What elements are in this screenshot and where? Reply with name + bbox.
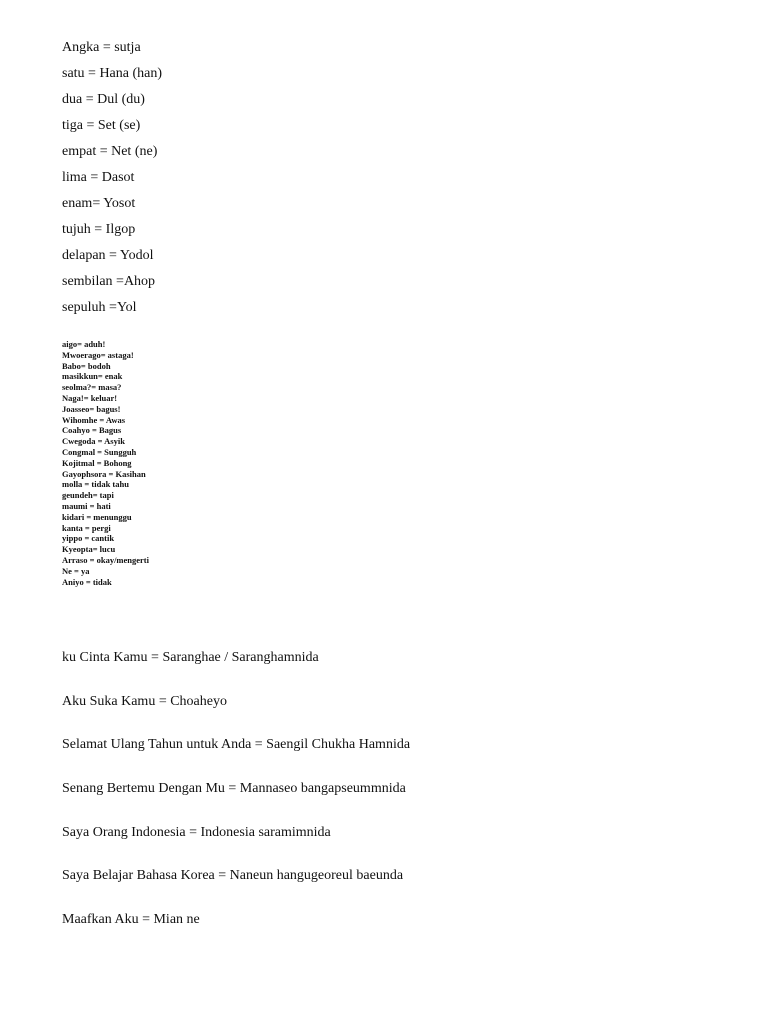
phrase-line: Saya Belajar Bahasa Korea = Naneun hangugeoreul baeunda <box>62 868 404 884</box>
expression-line: Arraso = okay/mengerti <box>62 554 149 565</box>
expression-line: seolma?= masa? <box>62 382 122 393</box>
expression-line: Ne = ya <box>62 565 90 576</box>
expression-line: aigo= aduh! <box>62 339 106 349</box>
numbers-line: tiga = Set (se) <box>62 118 141 133</box>
numbers-line: enam= Yosot <box>62 196 136 211</box>
expression-line: Naga!= keluar! <box>62 392 118 403</box>
expression-line: kidari = menunggu <box>62 511 132 522</box>
expression-line: Wihomhe = Awas <box>62 414 126 425</box>
numbers-line: empat = Net (ne) <box>62 144 158 159</box>
expression-line: Cwegoda = Asyik <box>62 436 125 447</box>
expression-line: Mwoerago= astaga! <box>62 349 134 360</box>
expression-line: Kojitmal = Bohong <box>62 457 132 468</box>
phrase-line: Saya Orang Indonesia = Indonesia saramimnida <box>62 824 331 840</box>
expression-line: Kyeopta= lucu <box>62 544 116 555</box>
expression-line: maumi = hati <box>62 500 111 511</box>
numbers-line: sembilan =Ahop <box>62 274 156 289</box>
korean-expressions-list <box>62 339 149 587</box>
korean-numbers-list <box>62 35 162 321</box>
phrase-line: ku Cinta Kamu = Saranghae / Saranghamnida <box>62 650 319 665</box>
numbers-line: tujuh = Ilgop <box>62 222 136 237</box>
expression-line: molla = tidak tahu <box>62 479 129 490</box>
expression-line: Joasseo= bagus! <box>62 403 121 414</box>
numbers-line: satu = Hana (han) <box>62 66 163 81</box>
numbers-line: lima = Dasot <box>62 170 135 185</box>
expression-line: Congmal = Sungguh <box>62 446 137 457</box>
phrase-line: Senang Bertemu Dengan Mu = Mannaseo bangapseummnida <box>62 781 406 797</box>
numbers-line: Angka = sutja <box>62 40 141 55</box>
phrase-line: Selamat Ulang Tahun untuk Anda = Saengil Chukha Hamnida <box>62 737 411 753</box>
expression-line: masikkun= enak <box>62 371 123 382</box>
expression-line: Aniyo = tidak <box>62 576 112 587</box>
phrase-line: Aku Suka Kamu = Choaheyo <box>62 693 227 709</box>
expression-line: geundeh= tapi <box>62 490 114 501</box>
expression-line: kanta = pergi <box>62 522 111 533</box>
phrase-line: Maafkan Aku = Mian ne <box>62 912 200 928</box>
expression-line: yippo = cantik <box>62 533 115 544</box>
numbers-line: sepuluh =Yol <box>62 300 137 315</box>
numbers-line: delapan = Yodol <box>62 248 154 263</box>
expression-line: Gayophsora = Kasihan <box>62 468 146 479</box>
numbers-line: dua = Dul (du) <box>62 92 145 107</box>
korean-phrases-list <box>62 647 410 953</box>
expression-line: Babo= bodoh <box>62 360 111 371</box>
expression-line: Coahyo = Bagus <box>62 425 122 436</box>
